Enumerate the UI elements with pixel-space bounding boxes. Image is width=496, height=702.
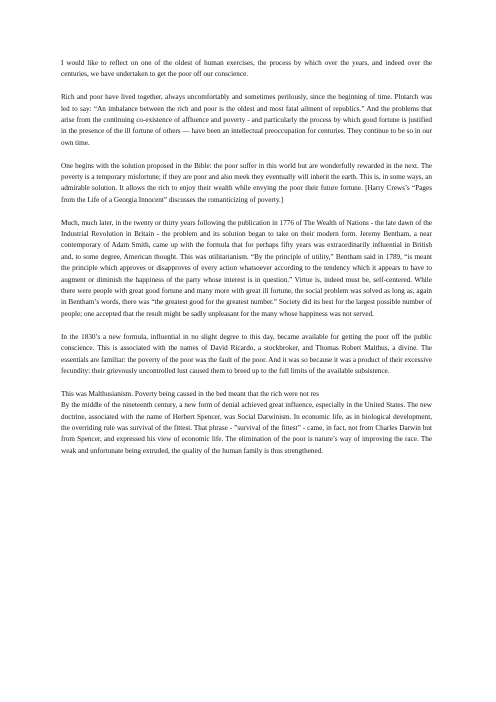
paragraph-malthus: In the 1830’s a new formula, influential in no slight degree to this day, became available for getting the poor off the public conscience. This is associated with the names of David Ricardo, a stockbroker, and Thomas Robert Malthus, a divine. The essentials are familiar: the poverty of the poor was the fault of the poor. And it was so because it was a product of their excessive fecundity: their grievously uncontrolled lust caused them to breed up to the full limits of the available subsistence.: [61, 332, 432, 375]
paragraph-intro: I would like to reflect on one of the oldest of human exercises, the process by which over the years, and indeed over the centuries, we have undertaken to get the poor off our conscience.: [61, 59, 432, 79]
document-body: [61, 58, 432, 469]
paragraph-plutarch: Rich and poor have lived together, always uncomfortably and sometimes perilously, since the beginning of time. Plutarch was led to say: “An imbalance between the rich and poor is the oldest and most fatal ailment of republics.” And the problems that arise from the continuing co-existence of affluence and poverty - and particularly the process by which good fortune is justified in the presence of the ill fortune of others — have been an intellectual preoccupation for centuries. They continue to be so in our own time.: [61, 93, 432, 147]
paragraph-social-darwinism: By the middle of the nineteenth century, a new form of denial achieved great influence, especially in the United States. The new doctrine, associated with the name of Herbert Spencer, was Social Darwinism. In economic life, as in biological development, the overriding rule was survival of the fittest. That phrase - ”survival of the fittest” - came, in fact, not from Charles Darwin but from Spencer, and expressed his view of economic life. The elimination of the poor is nature’s way of improving the race. The weak and unfortunate being extruded, the quality of the human family is thus strengthened.: [61, 401, 432, 455]
paragraph-bible: One begins with the solution proposed in the Bible: the poor suffer in this world but are wonderfully rewarded in the next. The poverty is a temporary misfortune; if they are poor and also meek they eventually will inherit the earth. This is, in some ways, an admirable solution. It allows the rich to enjoy their wealth while envying the poor their future fortune. [Harry Crews’s “Pages from the Life of a Georgia Innocent” discusses the romanticizing of poverty.]: [61, 161, 432, 204]
paragraph-malthusianism: This was Malthusianism. Poverty being caused in the bed meant that the rich were not res: [61, 389, 319, 398]
paragraph-utilitarianism: Much, much later, in the twenty or thirty years following the publication in 1776 of The Wealth of Nations - the late dawn of the Industrial Revolution in Britain - the problem and its solution began to take on their modern form. Jeremy Bentham, a near contemporary of Adam Smith, came up with the formula that for perhaps fifty years was extraordinarily influential in British and, to some degree, American thought. This was utilitarianism. “By the principle of utility,” Bentham said in 1789, “is meant the principle which approves or disapproves of every action whatsoever according to the tendency which it appears to have to augment or diminish the happiness of the party whose interest is in question.” Virtue is, indeed must be, self-centered. While there were people with great good fortune and many more with great ill fortune, the social problem was solved as long as, again in Bentham’s words, there was “the greatest good for the greatest number.” Society did its best for the largest possible number of people; one accepted that the result might be sadly unpleasant for the many whose happiness was not served.: [61, 218, 432, 318]
